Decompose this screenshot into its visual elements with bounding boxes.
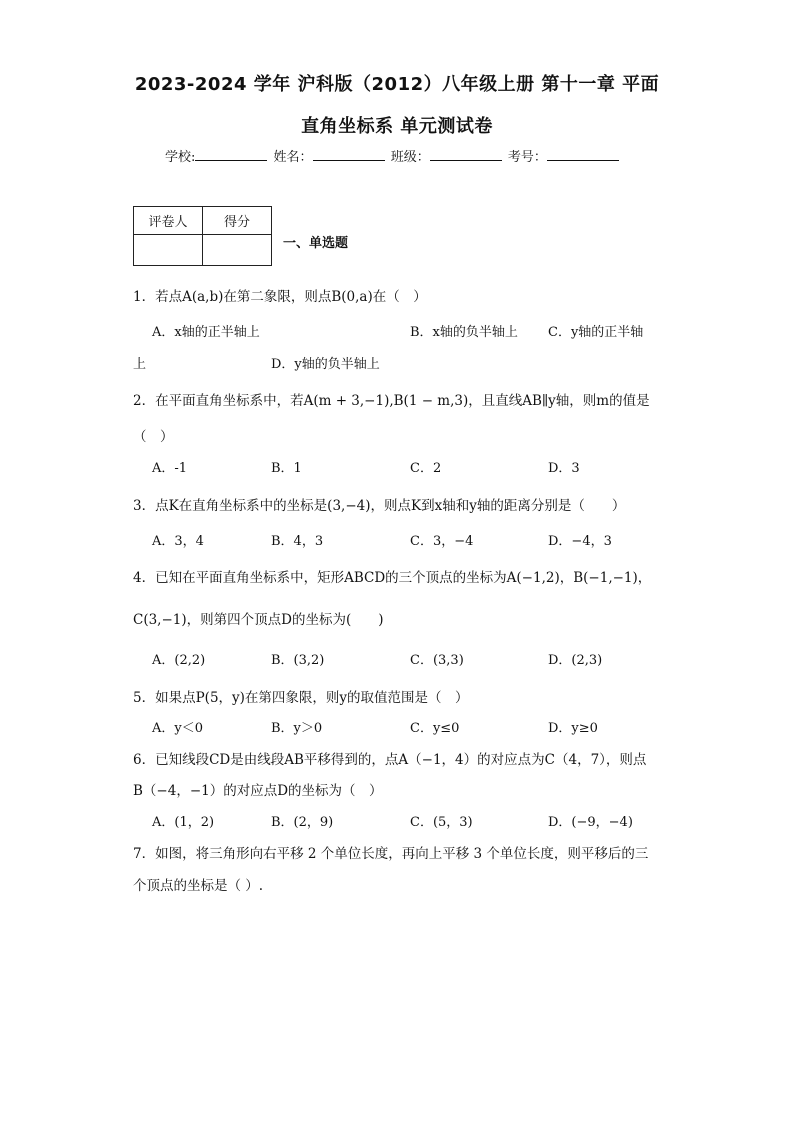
q4-option-b: B．(3,2) (271, 653, 325, 668)
q1-option-d: D．y轴的负半轴上 (271, 357, 380, 372)
q5-option-d: D．y≥0 (548, 721, 598, 736)
q2-option-a: A．-1 (152, 461, 188, 476)
score-table (133, 206, 272, 266)
class-label: 班级： (390, 150, 430, 165)
question-4: 4．已知在平面直角坐标系中，矩形ABCD的三个顶点的坐标为A(−1,2)，B(−1,−1)， (133, 570, 652, 586)
q4-option-a: A．(2,2) (152, 653, 206, 668)
q1-option-b: B．x轴的负半轴上 (410, 325, 518, 340)
school-label: 学校: (165, 150, 196, 165)
exam-number-blank[interactable] (547, 148, 619, 161)
name-label: 姓名： (273, 150, 313, 165)
page-title-line2: 直角坐标系 单元测试卷 (301, 116, 493, 137)
name-blank[interactable] (313, 148, 385, 161)
q5-option-c: C．y≤0 (410, 721, 460, 736)
question-1: 1．若点A(a,b)在第二象限，则点B(0,a)在（ ） (133, 289, 427, 305)
q2-option-d: D．3 (548, 461, 580, 476)
question-3: 3．点K在直角坐标系中的坐标是(3,−4)，则点K到x轴和y轴的距离分别是（ ） (133, 498, 626, 514)
q6-option-d: D．(−9，−4) (548, 815, 633, 830)
q1-option-c: C．y轴的正半轴 (548, 325, 644, 340)
question-6-continued: B（−4，−1）的对应点D的坐标为（ ） (133, 783, 383, 799)
question-2: 2．在平面直角坐标系中，若A(m + 3,−1),B(1 − m,3)，且直线AB∥y轴，则m的值是 (133, 393, 650, 409)
reviewer-cell[interactable] (134, 235, 203, 266)
question-5: 5．如果点P(5，y)在第四象限，则y的取值范围是（ ） (133, 690, 469, 706)
q2-option-b: B．1 (271, 461, 302, 476)
question-4-continued: C(3,−1)，则第四个顶点D的坐标为( ) (133, 612, 384, 628)
q3-option-d: D．−4，3 (548, 534, 612, 549)
school-blank[interactable] (195, 148, 267, 161)
reviewer-header: 评卷人 (134, 207, 203, 235)
q1-option-a: A．x轴的正半轴上 (152, 325, 260, 340)
q2-option-c: C．2 (410, 461, 442, 476)
q6-option-c: C．(5，3) (410, 815, 473, 830)
section-heading: 一、单选题 (283, 236, 349, 251)
q4-option-d: D．(2,3) (548, 653, 603, 668)
class-blank[interactable] (430, 148, 502, 161)
q1-option-c-continued: 上 (133, 357, 147, 372)
q6-option-b: B．(2，9) (271, 815, 334, 830)
question-6: 6．已知线段CD是由线段AB平移得到的，点A（−1，4）的对应点为C（4，7），则点 (133, 752, 647, 768)
q3-option-b: B．4，3 (271, 534, 324, 549)
q4-option-c: C．(3,3) (410, 653, 464, 668)
q3-option-a: A．3，4 (152, 534, 204, 549)
score-header: 得分 (203, 207, 272, 235)
question-7: 7．如图，将三角形向右平移 2 个单位长度，再向上平移 3 个单位长度，则平移后的三 (133, 846, 649, 862)
student-info-row (165, 146, 621, 165)
q5-option-a: A．y＜0 (152, 721, 204, 736)
page-title-line1: 2023-2024 学年 沪科版（2012）八年级上册 第十一章 平面 (134, 74, 660, 95)
q5-option-b: B．y＞0 (271, 721, 323, 736)
q6-option-a: A．(1，2) (152, 815, 215, 830)
exam-number-label: 考号： (507, 150, 547, 165)
q3-option-c: C．3，−4 (410, 534, 474, 549)
question-7-continued: 个顶点的坐标是（ ）. (133, 878, 264, 894)
question-2-continued: （ ） (133, 429, 174, 445)
score-cell[interactable] (203, 235, 272, 266)
